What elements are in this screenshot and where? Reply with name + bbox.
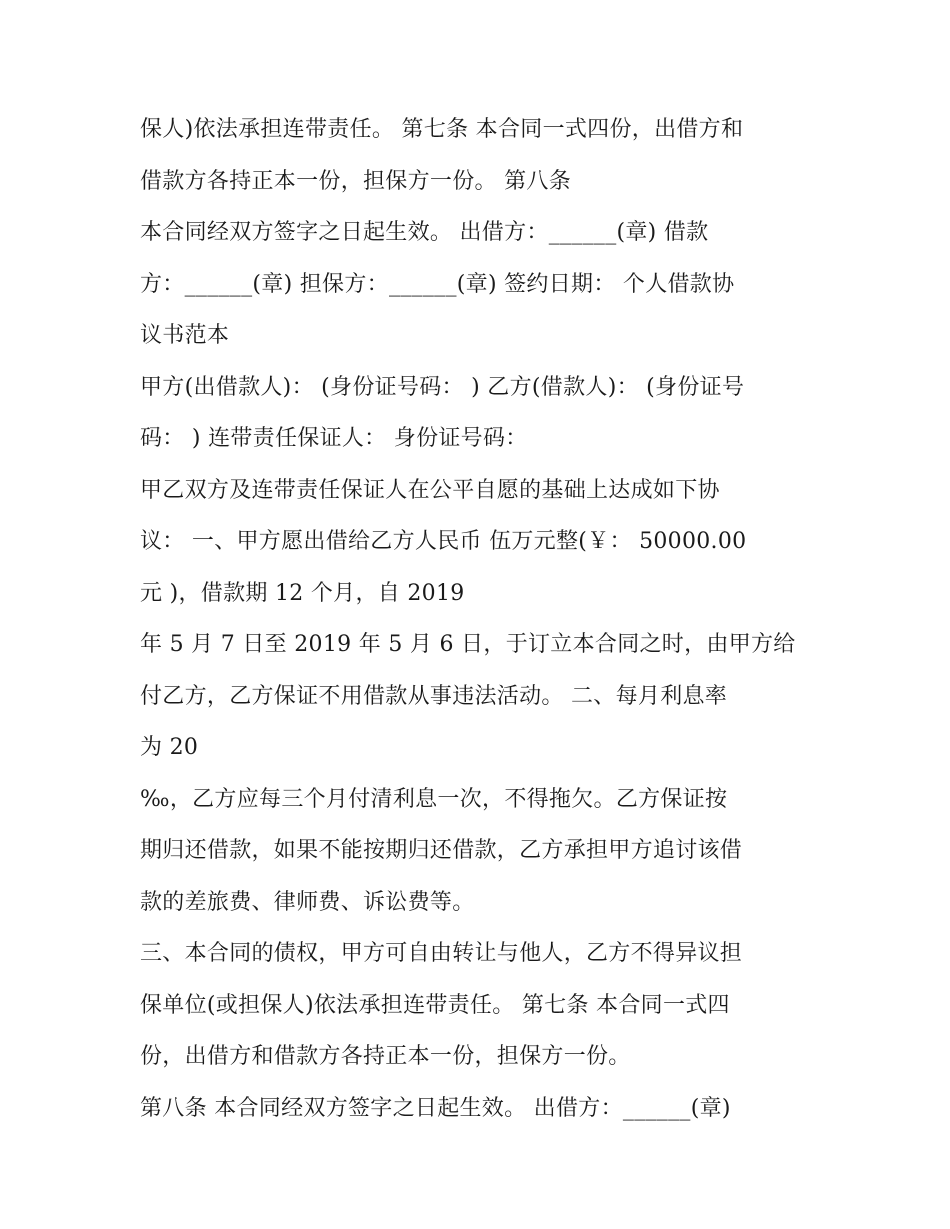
document-body: [140, 104, 820, 1134]
text-line-14: ‰，乙方应每三个月付清利息一次，不得拖欠。乙方保证按: [140, 786, 728, 812]
text-line-3: 本合同经双方签字之日起生效。 出借方：______(章) 借款: [140, 220, 709, 245]
text-line-9: 议： 一、甲方愿出借给乙方人民币 伍万元整(￥： 50000.00: [140, 529, 747, 554]
text-line-18: 保单位(或担保人)依法承担连带责任。 第七条 本合同一式四: [140, 992, 730, 1018]
text-line-8: 甲乙双方及连带责任保证人在公平自愿的基础上达成如下协: [140, 477, 720, 503]
text-line-19: 份，出借方和借款方各持正本一份，担保方一份。: [140, 1044, 631, 1069]
text-line-20: 第八条 本合同经双方签字之日起生效。 出借方：______(章): [140, 1095, 731, 1121]
text-line-4: 方：______(章) 担保方：______(章) 签约日期： 个人借款协: [140, 271, 735, 297]
text-line-5: 议书范本: [140, 323, 230, 348]
text-line-17: 三、本合同的债权，甲方可自由转让与他人，乙方不得异议担: [140, 941, 743, 966]
text-line-15: 期归还借款，如果不能按期归还借款，乙方承担甲方追讨该借: [140, 838, 743, 863]
text-line-10: 元 )，借款期 12 个月，自 2019: [140, 580, 465, 606]
text-line-7: 码： ) 连带责任保证人： 身份证号码：: [140, 426, 528, 451]
text-line-1: 保人)依法承担连带责任。 第七条 本合同一式四份，出借方和: [140, 117, 744, 142]
text-line-2: 借款方各持正本一份，担保方一份。 第八条: [140, 168, 571, 194]
text-line-6: 甲方(出借款人)： (身份证号码： ) 乙方(借款人)： (身份证号: [140, 374, 745, 400]
text-line-11: 年 5 月 7 日至 2019 年 5 月 6 日，于订立本合同之时，由甲方给: [140, 632, 796, 657]
text-line-13: 为 20: [140, 735, 199, 760]
text-line-16: 款的差旅费、律师费、诉讼费等。: [140, 889, 475, 915]
text-line-12: 付乙方，乙方保证不用借款从事违法活动。 二、每月利息率: [140, 683, 728, 709]
